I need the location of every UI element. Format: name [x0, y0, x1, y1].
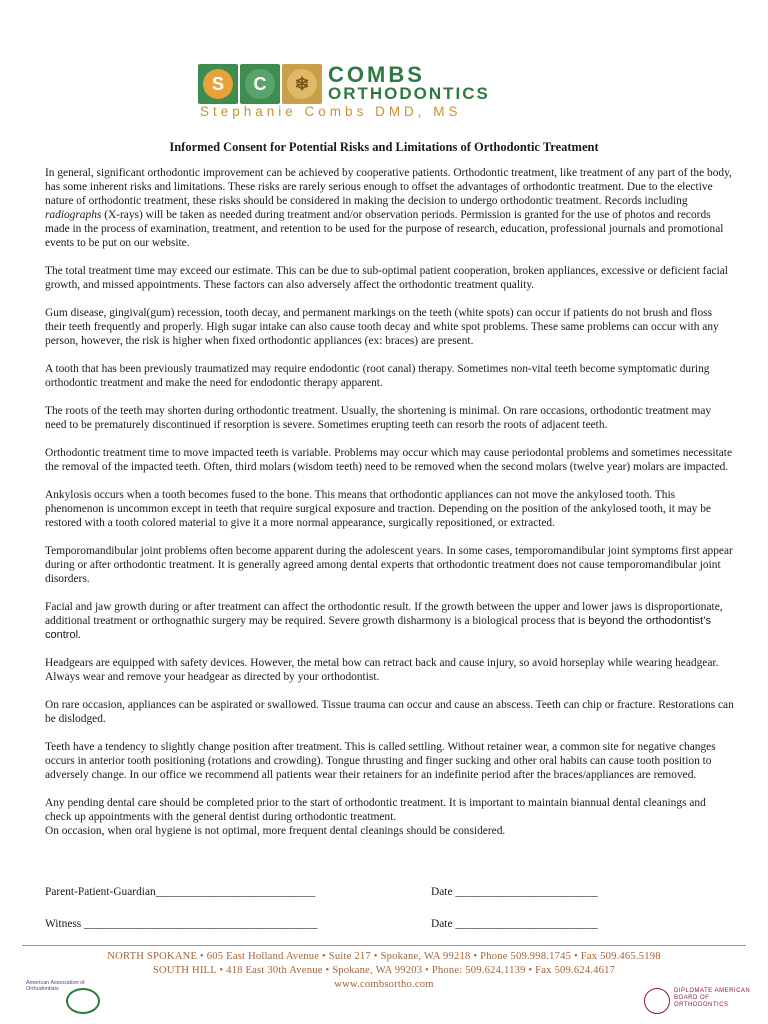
logo-tiles — [198, 64, 324, 104]
paragraph-records-part-a: In general, significant orthodontic improvement can be achieved by cooperative patients. Orthodontic treatment, like treatment of any part of the body, has some inherent risks and limitations. These risks are rarely serious enough to offset the advantages of orthodontic treatment. Due to the elective nature of orthodontic treatment, these risks should be considered in making the decision to undergo orthodontic treatment. Records including — [45, 167, 732, 207]
logo-pattern-disc: ❄ — [287, 69, 317, 99]
witness-date-line[interactable]: Date _________________________ — [431, 918, 598, 930]
paragraph-ankylosis: Ankylosis occurs when a tooth becomes fused to the bone. This means that orthodontic appliances can not move the ankylosed tooth. This phenomenon is uncommon except in teeth that require surgical exposure and traction. Depending on the position of the ankylosed tooth, it may be restored with a tooth colored material to give it a more normal appearance, surgically repositioned, or extracted. — [45, 489, 711, 529]
logo-letter-s: S — [203, 69, 233, 99]
aao-logo-text: American Association of Orthodontists — [26, 980, 85, 992]
abo-logo — [644, 986, 754, 1016]
logo-subtitle: ORTHODONTICS — [328, 84, 490, 103]
abo-logo-text: DIPLOMATE AMERICAN BOARD OF ORTHODONTICS — [674, 988, 751, 1008]
footer-divider — [22, 945, 746, 946]
radiographs-italic: radiographs — [45, 209, 102, 221]
paragraph-dental-care — [45, 796, 735, 838]
consent-body — [45, 166, 735, 852]
parent-date-line[interactable]: Date _________________________ — [431, 886, 598, 898]
paragraph-jaw-growth-part-c: . — [78, 629, 81, 641]
paragraph-jaw-growth-part-b: beyond the orthodontist’s control — [45, 615, 711, 641]
logo-tile-c — [240, 64, 280, 104]
paragraph-tmj: Temporomandibular joint problems often become apparent during the adolescent years. In some cases, temporomandibular joint symptoms first appear during or after orthodontic treatment. It is generally agreed among dental experts that orthodontic treatment does not cause temporomandibular joint disorders. — [45, 545, 733, 585]
paragraph-jaw-growth — [45, 600, 735, 642]
footer-north-spokane: NORTH SPOKANE • 605 East Holland Avenue • Suite 217 • Spokane, WA 99218 • Phone 509.998.1745 • Fax 509.465.5198 — [107, 951, 661, 962]
paragraph-traumatized-tooth: A tooth that has been previously traumatized may require endodontic (root canal) therapy. Sometimes non-vital teeth become symptomatic during orthodontic treatment and make the need for endodontic therapy apparent. — [45, 363, 710, 389]
logo-tile-pattern — [282, 64, 322, 104]
paragraph-gum-disease: Gum disease, gingival(gum) recession, tooth decay, and permanent markings on the teeth (white spots) can occur if patients do not brush and floss their teeth frequently and properly. High sugar intake can also cause tooth decay and white spot problems. These same problems can occur with any person, however, the risk is higher when fixed orthodontic appliances (ex: braces) are present. — [45, 307, 719, 347]
footer-south-hill: SOUTH HILL • 418 East 30th Avenue • Spokane, WA 99203 • Phone: 509.624.1139 • Fax 509.624.4617 — [152, 965, 616, 976]
paragraph-settling: Teeth have a tendency to slightly change position after treatment. This is called settling. Without retainer wear, a common site for negative changes occurs in anterior tooth positioning (rotations and crowding). Tongue thrusting and finger sucking and other oral habits can cause tooth position to adversely change. In our office we recommend all patients wear their retainers for an indefinite period after the braces/appliances are removed. — [45, 741, 716, 781]
abo-emblem-icon — [644, 988, 670, 1014]
paragraph-treatment-time: The total treatment time may exceed our estimate. This can be due to sub-optimal patient cooperation, broken appliances, excessive or deficient facial growth, and missed appointments. These factors can also adversely affect the orthodontic treatment quality. — [45, 265, 728, 291]
paragraph-dental-care-part-b: On occasion, when oral hygiene is not optimal, more frequent dental cleanings should be considered. — [45, 825, 506, 837]
paragraph-records — [45, 166, 735, 250]
parent-signature-line[interactable]: Parent-Patient-Guardian____________________________ — [45, 886, 316, 898]
logo-letter-c: C — [245, 69, 275, 99]
aao-logo — [26, 980, 118, 1016]
paragraph-records-part-b: (X-rays) will be taken as needed during treatment and/or observation periods. Permission is granted for the use of photos and records made in the process of examination, treatment, and retention to be used for the purpose of research, education, professional journals and promotional events to be put on our website. — [45, 209, 724, 249]
document-title: Informed Consent for Potential Risks and Limitations of Orthodontic Treatment — [169, 140, 599, 154]
logo-brand-name: COMBS — [328, 62, 425, 87]
footer-website-link[interactable]: www.combsortho.com — [334, 979, 434, 990]
witness-signature-line[interactable]: Witness _________________________________________ — [45, 918, 318, 930]
paragraph-impacted-teeth: Orthodontic treatment time to move impacted teeth is variable. Problems may occur which may cause periodontal problems and sometimes necessitate the removal of the impacted teeth. Often, third molars (wisdom teeth) need to be removed when the second molars (twelve year) molars are impacted. — [45, 447, 733, 473]
paragraph-aspiration: On rare occasion, appliances can be aspirated or swallowed. Tissue trauma can occur and cause an abscess. Teeth can chip or fracture. Restorations can be dislodged. — [45, 699, 734, 725]
paragraph-headgear: Headgears are equipped with safety devices. However, the metal bow can retract back and cause injury, so avoid horseplay while wearing headgear. Always wear and remove your headgear as directed by your orthodontist. — [45, 657, 719, 683]
paragraph-root-shortening: The roots of the teeth may shorten during orthodontic treatment. Usually, the shortening is minimal. On rare occasions, orthodontic treatment may need to be prematurely discontinued if resorption is severe. Sometimes erupting teeth can resorb the roots of adjacent teeth. — [45, 405, 712, 431]
aao-emblem-icon — [66, 988, 100, 1014]
logo-doctor-name: Stephanie Combs DMD, MS — [200, 104, 462, 119]
paragraph-dental-care-part-a: Any pending dental care should be completed prior to the start of orthodontic treatment. It is important to maintain biannual dental cleanings and check up appointments with the general dentist during orthodontic treatment. — [45, 797, 706, 823]
combs-orthodontics-logo — [198, 64, 570, 122]
paragraph-jaw-growth-part-a: Facial and jaw growth during or after treatment can affect the orthodontic result. If the growth between the upper and lower jaws is disproportionate, additional treatment or orthognathic surgery may be required. Severe growth disharmony is a biological process that is — [45, 601, 723, 627]
logo-tile-s — [198, 64, 238, 104]
